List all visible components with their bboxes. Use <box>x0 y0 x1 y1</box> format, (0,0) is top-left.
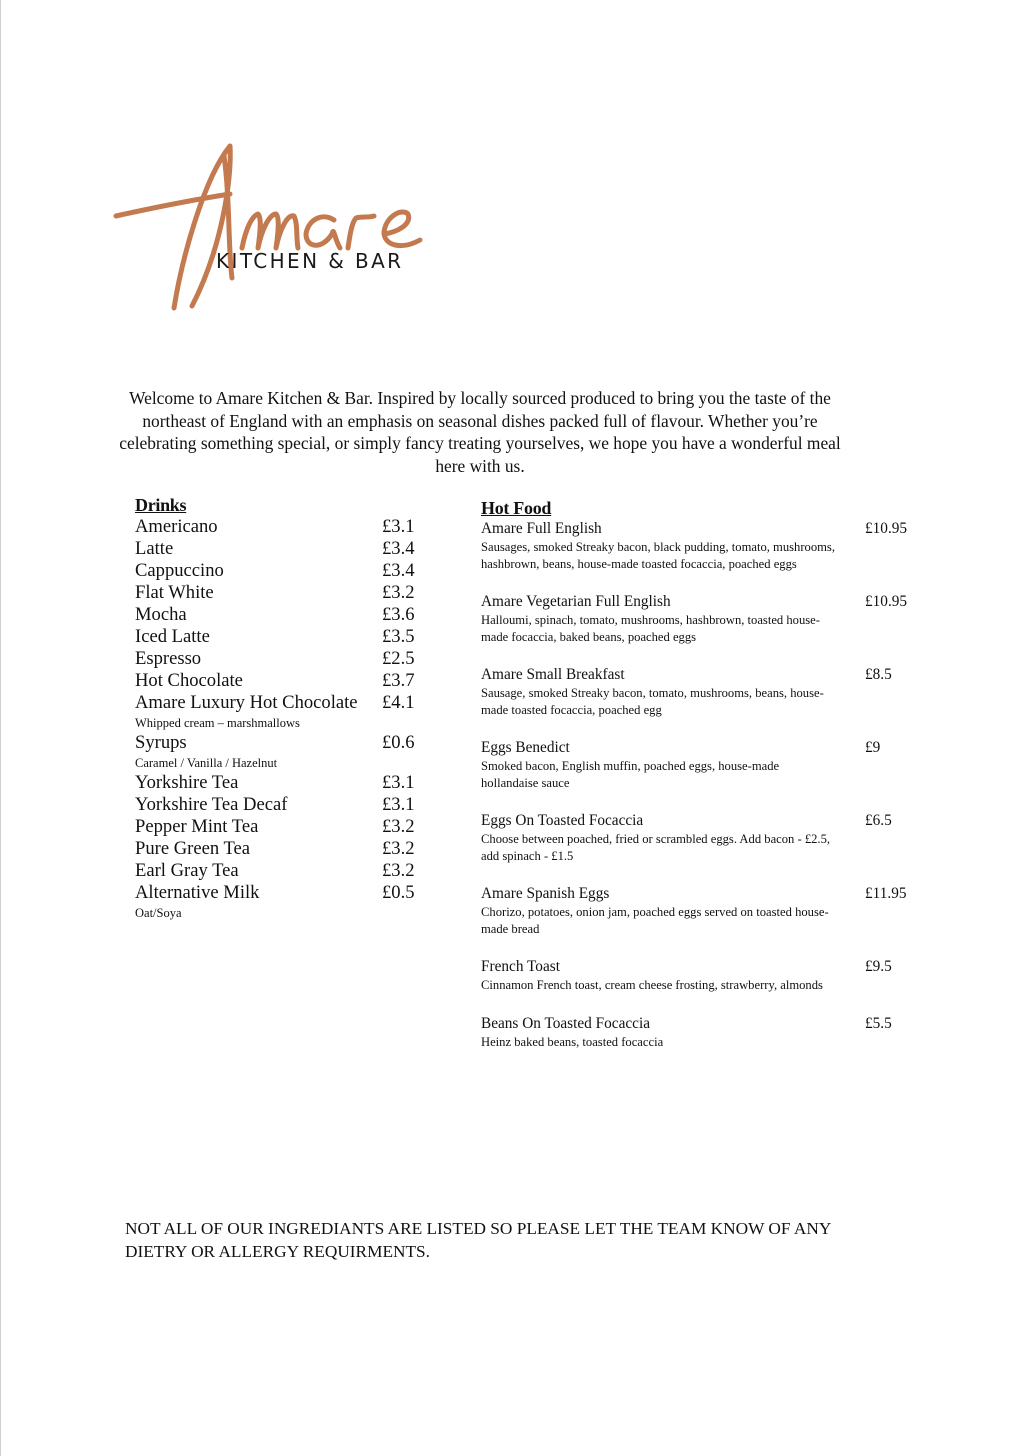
drink-name: Earl Gray Tea <box>135 860 239 881</box>
drink-item <box>135 692 435 714</box>
drink-item <box>135 794 435 816</box>
hot-food-section <box>481 497 921 1070</box>
food-name: French Toast <box>481 958 560 975</box>
food-description: Smoked bacon, English muffin, poached eggs, house-made hollandaise sauce <box>481 759 780 790</box>
drink-name: Alternative Milk <box>135 882 260 903</box>
drink-price: £4.1 <box>382 692 415 713</box>
drink-item <box>135 582 435 604</box>
hot-food-list <box>481 519 921 1050</box>
food-description: Heinz baked beans, toasted focaccia <box>481 1034 664 1049</box>
food-price: £10.95 <box>865 520 908 537</box>
food-description: Cinnamon French toast, cream cheese frosting, strawberry, almonds <box>481 978 823 992</box>
food-item <box>481 1014 921 1051</box>
food-price: £9.5 <box>865 958 892 975</box>
drink-price: £3.1 <box>382 794 415 815</box>
drink-price: £3.1 <box>382 516 415 537</box>
drink-price: £3.2 <box>382 582 415 603</box>
food-description: Sausages, smoked Streaky bacon, black pudding, tomato, mushrooms, hashbrown, beans, house-made toasted focaccia, poached eggs <box>481 540 835 571</box>
food-name: Amare Spanish Eggs <box>481 885 610 902</box>
drink-name: Americano <box>135 516 218 537</box>
drink-price: £3.4 <box>382 538 415 559</box>
food-item <box>481 665 921 718</box>
food-description: Sausage, smoked Streaky bacon, tomato, mushrooms, beans, house-made toasted focaccia, poached egg <box>481 686 824 717</box>
drink-name: Pure Green Tea <box>135 838 251 859</box>
food-item <box>481 811 921 864</box>
drink-item <box>135 772 435 794</box>
drinks-list <box>135 516 435 922</box>
drink-name: Pepper Mint Tea <box>135 816 259 837</box>
food-item <box>481 957 921 994</box>
drink-name: Syrups <box>135 732 187 753</box>
drink-item <box>135 838 435 860</box>
intro-paragraph: Welcome to Amare Kitchen & Bar. Inspired by locally sourced produced to bring you the taste of the northeast of England with an emphasis on seasonal dishes packed full of flavour. Whether you’re celebrating something special, or simply fancy treating yourselves, we hope you have a wonderful meal here with us. <box>119 388 841 476</box>
food-name: Amare Small Breakfast <box>481 666 625 683</box>
drink-price: £3.2 <box>382 816 415 837</box>
drink-item <box>135 732 435 754</box>
food-item <box>481 884 921 937</box>
drink-note: Oat/Soya <box>135 906 182 920</box>
drink-price: £3.2 <box>382 838 415 859</box>
drink-name: Cappuccino <box>135 560 224 581</box>
drink-name: Amare Luxury Hot Chocolate <box>135 692 358 713</box>
page-edge <box>0 0 1 1456</box>
brand-logo <box>112 138 442 318</box>
drink-name: Yorkshire Tea Decaf <box>135 794 288 815</box>
food-item <box>481 592 921 645</box>
drinks-title: Drinks <box>135 495 187 515</box>
drink-name: Flat White <box>135 582 214 603</box>
drink-item <box>135 626 435 648</box>
food-price: £11.95 <box>865 885 907 902</box>
hot-food-title: Hot Food <box>481 498 552 518</box>
drink-price: £3.1 <box>382 772 415 793</box>
drink-item <box>135 860 435 882</box>
logo-subtitle: KITCHEN & BAR <box>216 249 404 273</box>
food-description: Halloumi, spinach, tomato, mushrooms, hashbrown, toasted house-made focaccia, baked beans, poached eggs <box>481 613 820 644</box>
food-price: £8.5 <box>865 666 892 683</box>
drink-name: Yorkshire Tea <box>135 772 239 793</box>
drink-item <box>135 816 435 838</box>
drink-item <box>135 538 435 560</box>
drink-note: Whipped cream – marshmallows <box>135 716 300 730</box>
drink-name: Espresso <box>135 648 202 669</box>
food-name: Eggs Benedict <box>481 739 570 756</box>
drink-price: £3.6 <box>382 604 415 625</box>
drink-item <box>135 560 435 582</box>
drink-item <box>135 604 435 626</box>
food-price: £10.95 <box>865 593 908 610</box>
food-item <box>481 738 921 791</box>
drink-price: £3.7 <box>382 670 415 691</box>
drink-price: £0.6 <box>382 732 415 753</box>
drink-note: Caramel / Vanilla / Hazelnut <box>135 756 278 770</box>
drink-name: Iced Latte <box>135 626 210 647</box>
food-price: £5.5 <box>865 1014 892 1032</box>
drinks-section <box>135 494 435 922</box>
food-name: Amare Full English <box>481 520 602 537</box>
drink-item <box>135 670 435 692</box>
amare-script-logo <box>112 138 442 318</box>
allergy-notice: NOT ALL OF OUR INGREDIANTS ARE LISTED SO PLEASE LET THE TEAM KNOW OF ANY DIETRY OR ALLERGY REQUIRMENTS. <box>125 1219 831 1261</box>
food-name: Eggs On Toasted Focaccia <box>481 812 644 829</box>
food-description: Choose between poached, fried or scrambled eggs. Add bacon - £2.5, add spinach - £1.5 <box>481 832 831 863</box>
drink-price: £3.2 <box>382 860 415 881</box>
drink-name: Hot Chocolate <box>135 670 243 691</box>
drink-item <box>135 516 435 538</box>
food-item <box>481 519 921 572</box>
food-name: Beans On Toasted Focaccia <box>481 1014 650 1032</box>
drink-item <box>135 882 435 904</box>
drink-price: £0.5 <box>382 882 415 903</box>
drink-price: £3.5 <box>382 626 415 647</box>
drink-price: £2.5 <box>382 648 415 669</box>
drink-name: Latte <box>135 538 174 559</box>
food-price: £9 <box>865 739 881 756</box>
drink-item <box>135 648 435 670</box>
food-description: Chorizo, potatoes, onion jam, poached eggs served on toasted house-made bread <box>481 905 829 936</box>
food-price: £6.5 <box>865 812 892 829</box>
food-name: Amare Vegetarian Full English <box>481 593 671 610</box>
drink-name: Mocha <box>135 604 187 625</box>
drink-price: £3.4 <box>382 560 415 581</box>
